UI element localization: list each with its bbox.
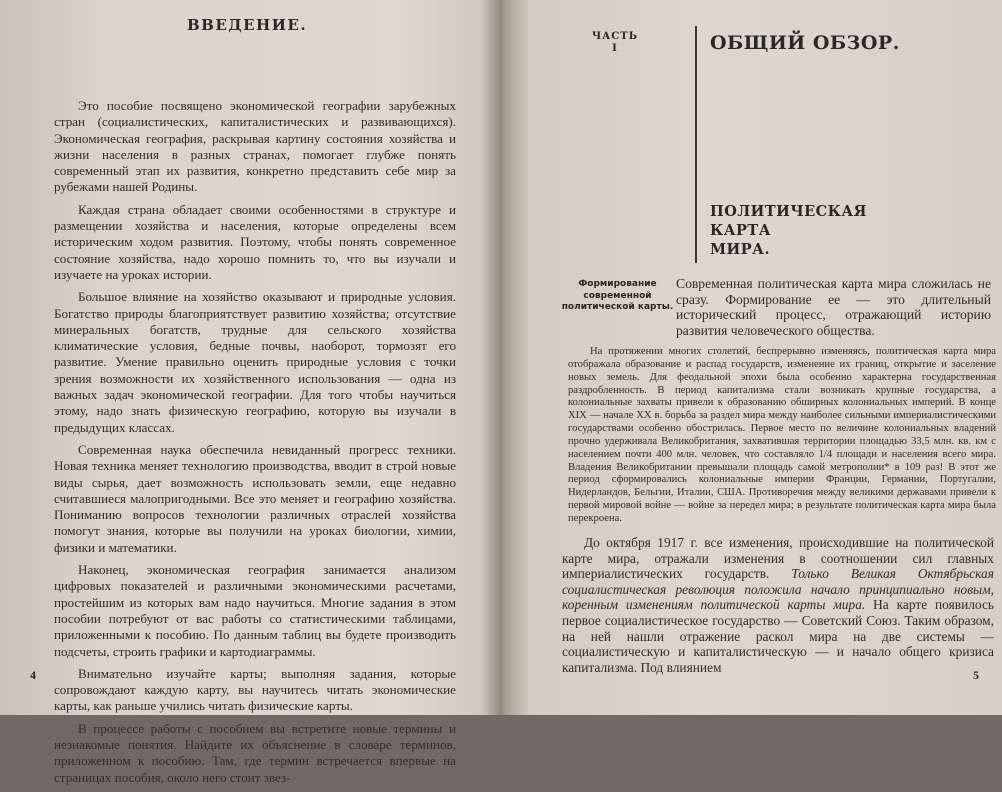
right-page <box>505 0 1002 715</box>
page-number: 4 <box>30 668 36 682</box>
paragraph: Большое влияние на хозяйство оказывают и природные условия. Богатство природы благоприятствует развитию хозяйства; отсутствие минеральных богатств, трудные для сельского хозяйства климатические условия, бедные почвы, наоборот, тормозят его развитие. Умение правильно оценить природные условия с точки зрения возможности их хозяйственного использования — одна из важных задач экономической географии. Для того чтобы научиться этому, надо знать физическую географию, которую вы изучали в предыдущих классах. <box>54 289 456 435</box>
part-label <box>585 31 645 55</box>
section-subheading <box>710 202 910 259</box>
paragraph: Внимательно изучайте карты; выполняя задания, которые сопровождают каждую карту, вы научитесь читать экономические карты, как раньше учились читать физические карты. <box>54 665 456 714</box>
page-number: 5 <box>973 668 979 682</box>
intro-text <box>676 276 991 344</box>
text-run: До октября 1917 г. все изменения, происходившие на политической карте мира, отражали изменения в соотношении сил главных империалистических государств. <box>562 535 994 582</box>
paragraph: Современная наука обеспечила невиданный прогресс техники. Новая техника меняет технологию производства, вводит в строй новые виды сырья, дает возможность использовать земли, еще недавно считавшиеся малопригодными. Все это меняет и географию хозяйства. Пониманию вопросов технологии различных отраслей хозяйства помогут знания, которые вы получили на уроках биологии, химии, физики и математики. <box>54 441 456 555</box>
part-label-text: ЧАСТЬ <box>592 31 638 42</box>
margin-note: Формирование современной политической карты. <box>561 279 674 312</box>
subheading-line: МИРА. <box>710 241 771 258</box>
paragraph: Наконец, экономическая география занимается анализом цифровых показателей и различными экономическими расчетами, простейшим из которых вам надо научиться. Многие задания в этом пособии потребуют от вас работы со статистическими таблицами, приложенными к пособию. По данным таблиц вы будете производить подсчеты, строить графики и картодиаграммы. <box>54 562 456 659</box>
paragraph: В процессе работы с пособием вы встретите новые термины и незнакомые понятия. Найдите их объяснение в словаре терминов, приложенном к пособию. Там, где термин встречается впервые на страницах пособия, около него стоит звез- <box>54 720 456 785</box>
subheading-line: ПОЛИТИЧЕСКАЯ <box>710 203 867 220</box>
small-print-text <box>568 346 996 532</box>
part-number: I <box>612 43 618 54</box>
left-body-text <box>54 98 456 792</box>
paragraph <box>562 535 994 675</box>
italic-emphasis: Только Великая Октябрьская социалистическая революция положила начало принципиально новым, коренным изменениям политической карты мира. <box>562 566 994 613</box>
vertical-rule <box>695 26 697 263</box>
paragraph: Это пособие посвящено экономической географии зарубежных стран (социалистических, капиталистических и развивающихся). Экономическая география, раскрывая картину состояния хозяйства и жизни населения в разных странах, помогает глубже понять современный этап их развития, конкретно представить себе мир за рубежами нашей Родины. <box>54 98 456 195</box>
right-body-text <box>562 535 994 681</box>
paragraph: Современная политическая карта мира сложилась не сразу. Формирование ее — это длительный исторический процесс, отражающий историю развития человеческого общества. <box>676 276 991 338</box>
subheading-line: КАРТА <box>710 222 772 239</box>
paragraph: Каждая страна обладает своими особенностями в структуре и размещении хозяйства и населения, которые определены всем историческим ходом развития. Поэтому, чтобы понять современное состояние хозяйства, надо хорошо помнить то, что вы изучали и изучаете на уроках истории. <box>54 201 456 282</box>
paragraph: На протяжении многих столетий, беспрерывно изменяясь, политическая карта мира отображала образование и распад государств, изменение их границ, открытие и заселение новых земель. Для феодальной эпохи была особенно характерна государственная раздробленность. В период капитализма стали возникать крупные государства, а колониальные захваты привели к образованию обширных колониальных империй. В конце XIX — начале XX в. борьба за раздел мира между наиболее сильными империалистическими государствами особенно обострилась. Первое место по величине колониальных владений прочно удерживала Великобритания, захватившая территории площадью 33,5 млн. кв. км с населением почти 400 млн. человек, что составляло 1/4 площади и населения всего мира. Владения Великобритании превышали площадь самой метрополии* в 109 раз! В этот же период сформировались колониальные империи Франции, Германии, Португалии, Нидерландов, Бельгии, Италии, США. Противоречия между великими державами привели к первой мировой войне — войне за передел мира; в результате политическая карта мира была перекроена. <box>568 346 996 524</box>
text-run: На карте появилось первое социалистическое государство — Советский Союз. Таким образом, на ней нашли отражение раскол мира на две системы — социалистическую и капиталистическую — и начало общего кризиса капитализма. Под влиянием <box>562 597 995 675</box>
left-page <box>0 0 495 785</box>
page-heading: ОБЩИЙ ОБЗОР. <box>710 32 900 54</box>
page-heading: ВВЕДЕНИЕ. <box>187 16 308 34</box>
